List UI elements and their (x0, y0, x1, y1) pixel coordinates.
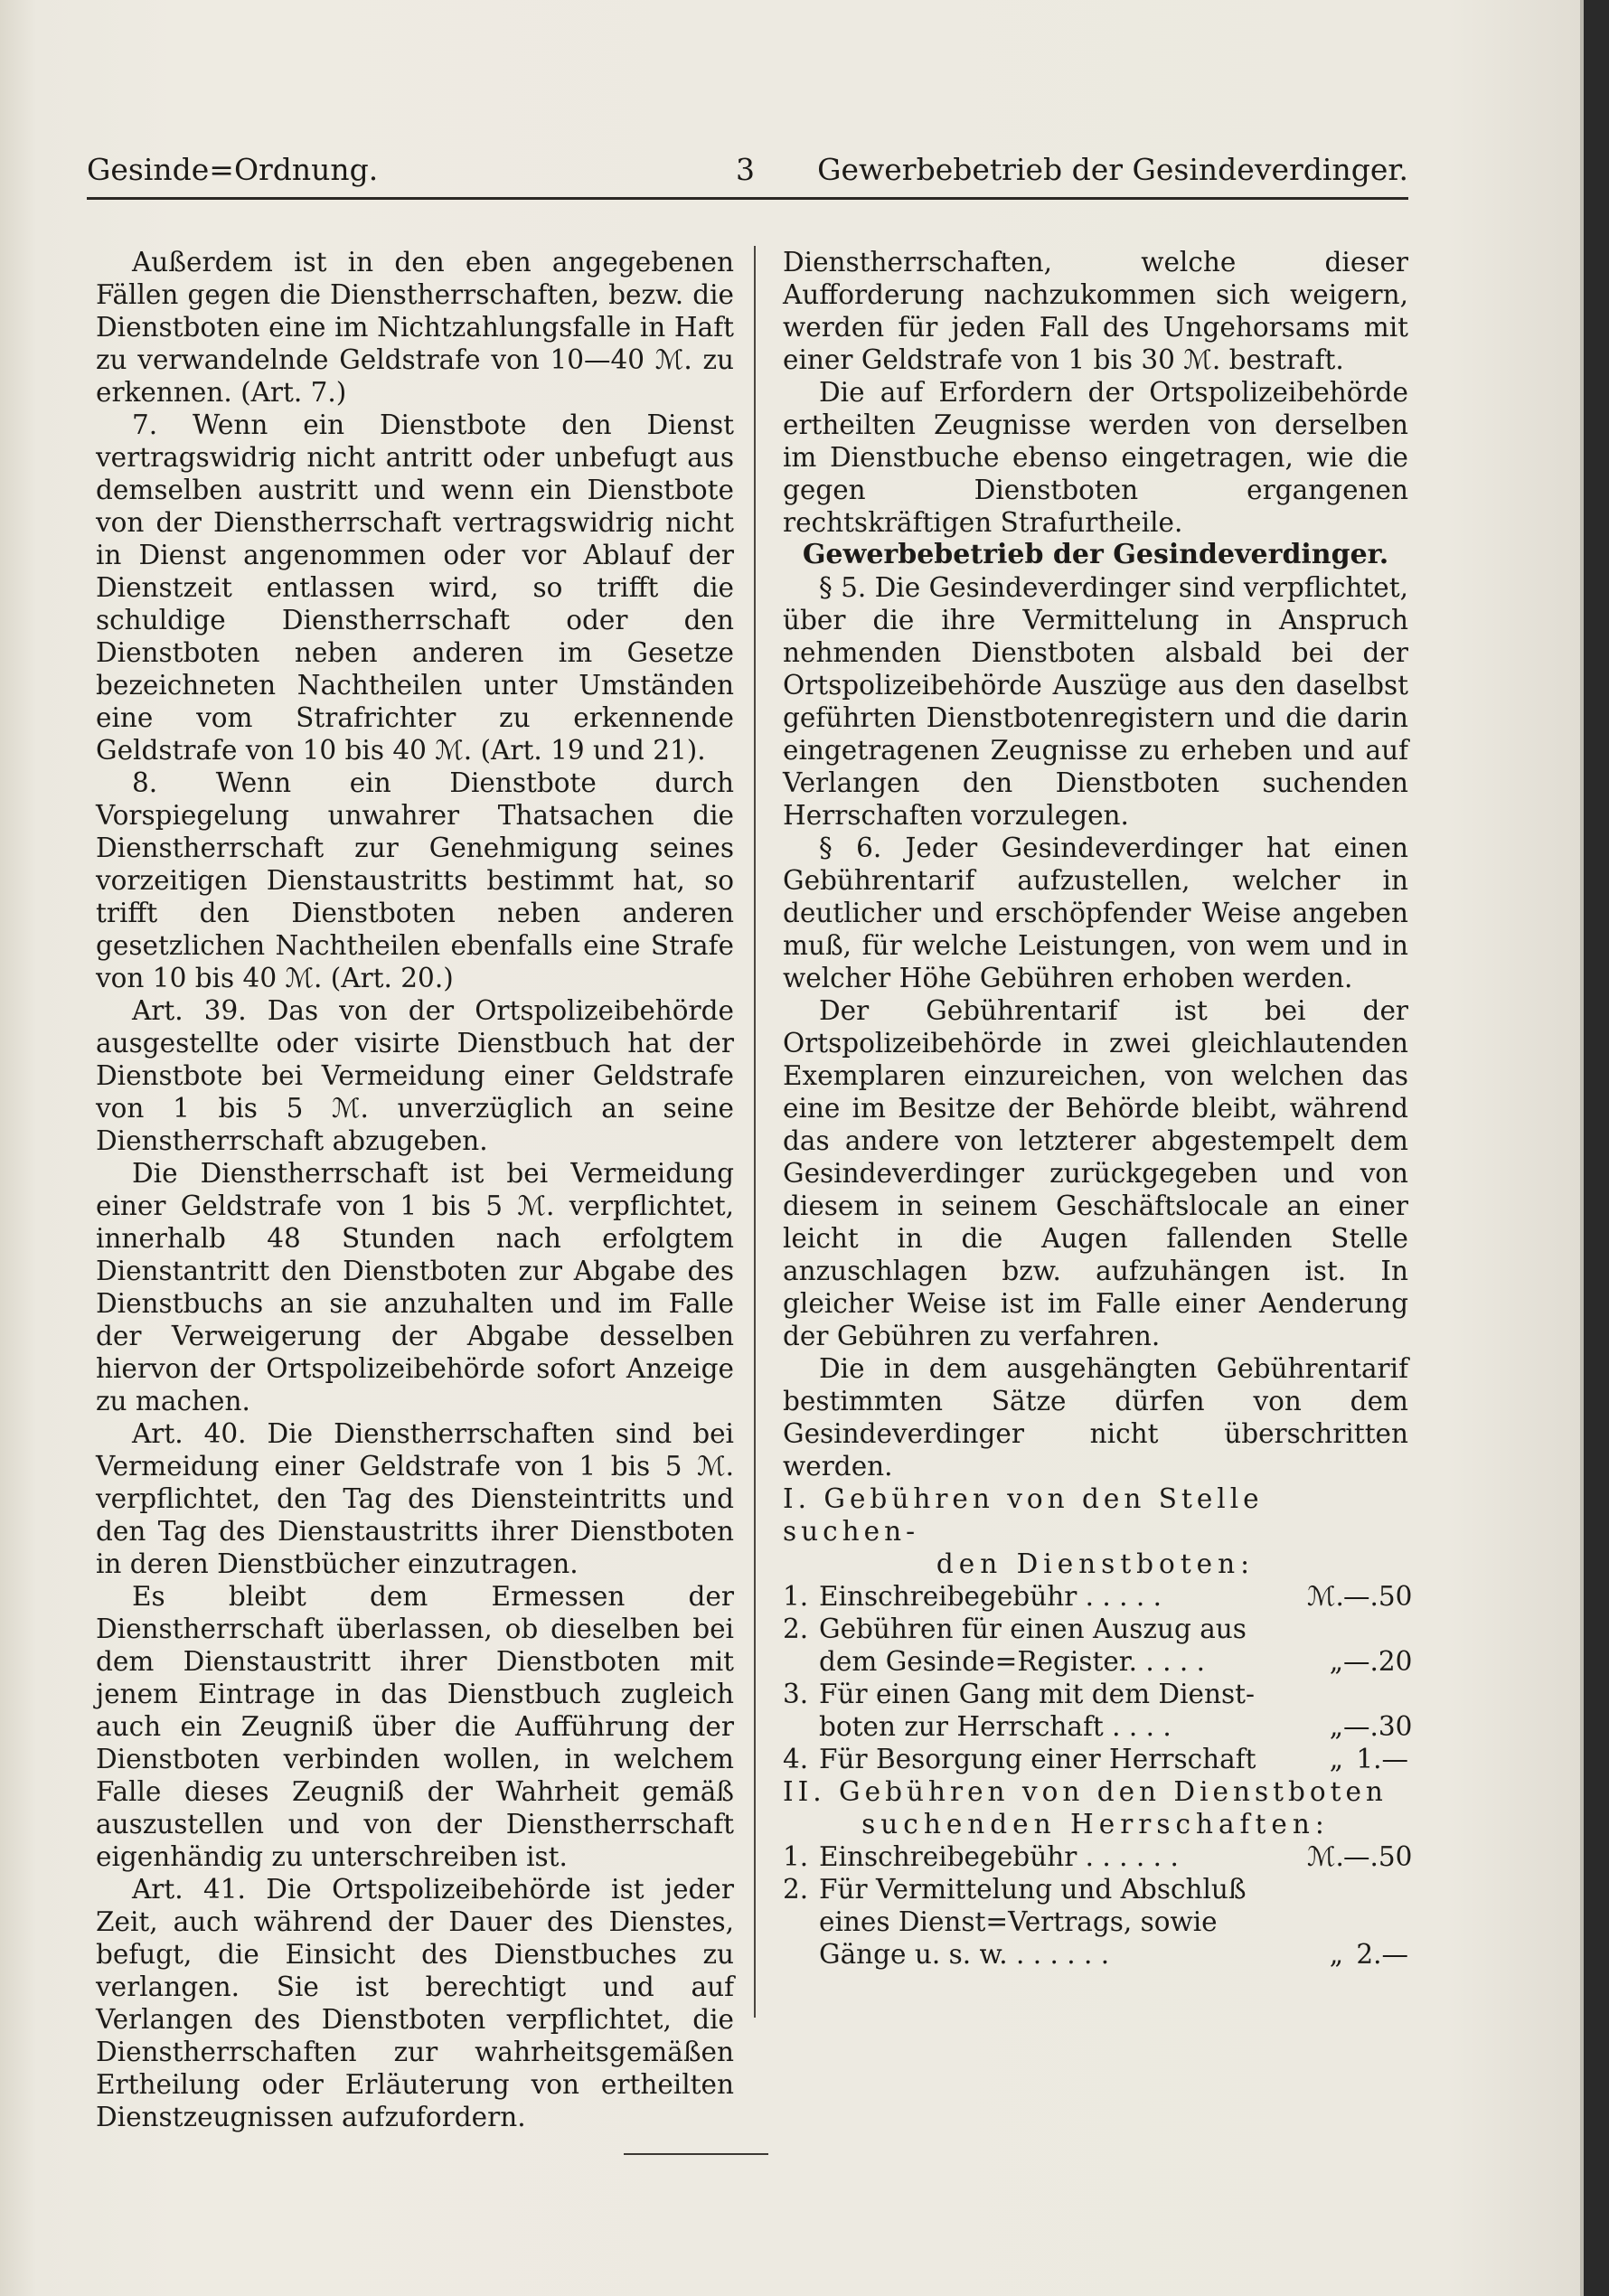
fee-text: Gänge u. s. w. . . . . . . (819, 1939, 1110, 1970)
paragraph: Außerdem ist in den eben angegebenen Fällen gegen die Dienstherrschaften, bezw. die Dienstboten eine im Nichtzahlungsfalle in Haft zu verwandelnde Geldstrafe von 10—40 ℳ. zu erkennen. (Art. 7.) (96, 247, 734, 408)
paragraph: Der Gebührentarif ist bei der Ortspolizeibehörde in zwei gleichlautenden Exemplaren einzureichen, von welchen das eine im Besitze der Behörde bleibt, während das andere von letzterer abgestempelt dem Gesindeverdinger zurückgegeben und von diesem in seinem Geschäftslocale an einer leicht in die Augen fallenden Stelle anzuschlagen bzw. aufzuhängen ist. In gleicher Weise ist im Falle einer Aenderung der Gebühren zu verfahren. (783, 995, 1408, 1351)
left-column (96, 246, 734, 2133)
fee-section-title: II. Gebühren von den Dienstboten (783, 1776, 1388, 1807)
header-left-title: Gesinde=Ordnung. (87, 152, 379, 187)
fee-amount: 1.— (1356, 1744, 1408, 1774)
fee-amount: —.30 (1343, 1711, 1413, 1742)
fee-number: 1. (783, 1841, 809, 1872)
fee-row (783, 1678, 1408, 1710)
fee-number: 4. (783, 1744, 809, 1774)
header-right-title: Gewerbebetrieb der Gesindeverdinger. (817, 152, 1408, 187)
paragraph: Es bleibt dem Ermessen der Dienstherrschaft überlassen, ob dieselben bei dem Dienstaustritt ihrer Dienstboten mit jenem Eintrage in das Dienstbuch zugleich auch ein Zeugniß über die Aufführung der Dienstboten verbinden wollen, in welchem Falle dieses Zeugniß der Wahrheit gemäß auszustellen und von der Dienstherrschaft eigenhändig zu unterschreiben ist. (96, 1581, 734, 1872)
fee-row-continuation (783, 1710, 1413, 1743)
fee-amount: —.50 (1343, 1841, 1413, 1872)
fee-text: eines Dienst=Vertrags, sowie (819, 1906, 1218, 1937)
fee-row-continuation (783, 1938, 1408, 1971)
paragraph: Dienstherrschaften, welche dieser Aufforderung nachzukommen sich weigern, werden für jeden Fall des Ungehorsams mit einer Geldstrafe von 1 bis 30 ℳ. bestraft. (783, 247, 1408, 375)
fee-text: boten zur Herrschaft . . . . (819, 1711, 1171, 1742)
fee-number: 2. (783, 1874, 809, 1905)
section-heading: Gewerbebetrieb der Gesindeverdinger. (802, 539, 1389, 570)
fee-row-continuation (783, 1905, 1408, 1938)
fee-text: Gebühren für einen Auszug aus (819, 1614, 1247, 1644)
fee-unit: ℳ. (1307, 1581, 1344, 1612)
page-number: 3 (736, 152, 755, 187)
fee-unit: ℳ. (1307, 1841, 1344, 1872)
paragraph: Die auf Erfordern der Ortspolizeibehörde ertheilten Zeugnisse werden von derselben im Dienstbuche ebenso eingetragen, wie die gegen Dienstboten ergangenen rechtskräftigen Strafurtheile. (783, 377, 1408, 538)
fee-amount: 2.— (1356, 1939, 1408, 1970)
fee-amount: —.20 (1343, 1646, 1413, 1677)
fee-section-title: I. Gebühren von den Stelle suchen- (783, 1483, 1264, 1547)
fee-row (783, 1580, 1413, 1613)
fee-row-continuation (783, 1645, 1413, 1678)
fee-unit: „ (1329, 1744, 1343, 1774)
paragraph: Die in dem ausgehängten Gebührentarif bestimmten Sätze dürfen von dem Gesindeverdinger nicht überschritten werden. (783, 1353, 1408, 1482)
paragraph: Die Dienstherrschaft ist bei Vermeidung einer Geldstrafe von 1 bis 5 ℳ. verpflichtet, innerhalb 48 Stunden nach erfolgtem Dienstantritt den Dienstboten zur Abgabe des Dienstbuchs an sie anzuhalten und im Falle der Verweigerung der Abgabe desselben hiervon der Ortspolizeibehörde sofort Anzeige zu machen. (96, 1158, 734, 1416)
footer-rule (624, 2153, 768, 2155)
paragraph: Art. 40. Die Dienstherrschaften sind bei Vermeidung einer Geldstrafe von 1 bis 5 ℳ. verpflichtet, den Tag des Diensteintritts und den Tag des Dienstaustritts ihrer Dienstboten in deren Dienstbücher einzutragen. (96, 1418, 734, 1579)
fee-text: dem Gesinde=Register. . . . . (819, 1646, 1206, 1677)
paragraph: Art. 41. Die Ortspolizeibehörde ist jeder Zeit, auch während der Dauer des Dienstes, befugt, die Einsicht des Dienstbuches zu verlangen. Sie ist berechtigt und auf Verlangen des Dienstboten verpflichtet, die Dienstherrschaften zur wahrheitsgemäßen Ertheilung oder Erläuterung von ertheilten Dienstzeugnissen aufzufordern. (96, 1874, 734, 2132)
fee-row (783, 1743, 1408, 1775)
paragraph: Art. 39. Das von der Ortspolizeibehörde ausgestellte oder visirte Dienstbuch hat der Dienstbote bei Vermeidung einer Geldstrafe von 1 bis 5 ℳ. unverzüglich an seine Dienstherrschaft abzugeben. (96, 995, 734, 1156)
running-header (87, 145, 1408, 195)
header-rule (87, 197, 1408, 200)
paragraph: 8. Wenn ein Dienstbote durch Vorspiegelung unwahrer Thatsachen die Dienstherrschaft zur Genehmigung seines vorzeitigen Dienstaustritts bestimmt hat, so trifft den Dienstboten neben anderen gesetzlichen Nachtheilen ebenfalls eine Strafe von 10 bis 40 ℳ. (Art. 20.) (96, 767, 734, 993)
fee-number: 1. (783, 1581, 809, 1612)
fee-row (783, 1840, 1413, 1873)
fee-unit: „ (1329, 1646, 1343, 1677)
fee-section-subtitle: suchenden Herrschaften: (861, 1809, 1330, 1840)
fee-text: Für einen Gang mit dem Dienst- (819, 1679, 1255, 1709)
fee-text: Einschreibegebühr . . . . . . (819, 1841, 1179, 1872)
fee-number: 3. (783, 1679, 809, 1709)
fee-text: Einschreibegebühr . . . . . (819, 1581, 1162, 1612)
fee-amount: —.50 (1343, 1581, 1413, 1612)
paragraph: 7. Wenn ein Dienstbote den Dienst vertragswidrig nicht antritt oder unbefugt aus demselben austritt und wenn ein Dienstbote von der Dienstherrschaft vertragswidrig nicht in Dienst angenommen oder vor Ablauf der Dienstzeit entlassen wird, so trifft die schuldige Dienstherrschaft oder den Dienstboten neben anderen im Gesetze bezeichneten Nachtheilen unter Umständen eine vom Strafrichter zu erkennende Geldstrafe von 10 bis 40 ℳ. (Art. 19 und 21). (96, 409, 734, 766)
fee-row (783, 1613, 1408, 1645)
paragraph: § 6. Jeder Gesindeverdinger hat einen Gebührentarif aufzustellen, welcher in deutlicher und erschöpfender Weise angeben muß, für welche Leistungen, von wem und in welcher Höhe Gebühren erhoben werden. (783, 833, 1408, 993)
right-column (783, 246, 1413, 1971)
fee-unit: „ (1329, 1711, 1343, 1742)
fee-row (783, 1873, 1408, 1905)
fee-section-subtitle: den Dienstboten: (936, 1548, 1256, 1579)
column-divider (754, 246, 756, 2018)
fee-text: Für Besorgung einer Herrschaft (819, 1744, 1256, 1774)
paragraph: § 5. Die Gesindeverdinger sind verpflichtet, über die ihre Vermittelung in Anspruch nehmenden Dienstboten alsbald bei der Ortspolizeibehörde Auszüge aus den daselbst geführten Dienstbotenregistern und die darin eingetragenen Zeugnisse zu erheben und auf Verlangen den Dienstboten suchenden Herrschaften vorzulegen. (783, 572, 1408, 831)
fee-number: 2. (783, 1614, 809, 1644)
fee-text: Für Vermittelung und Abschluß (819, 1874, 1247, 1905)
fee-unit: „ (1329, 1939, 1343, 1970)
